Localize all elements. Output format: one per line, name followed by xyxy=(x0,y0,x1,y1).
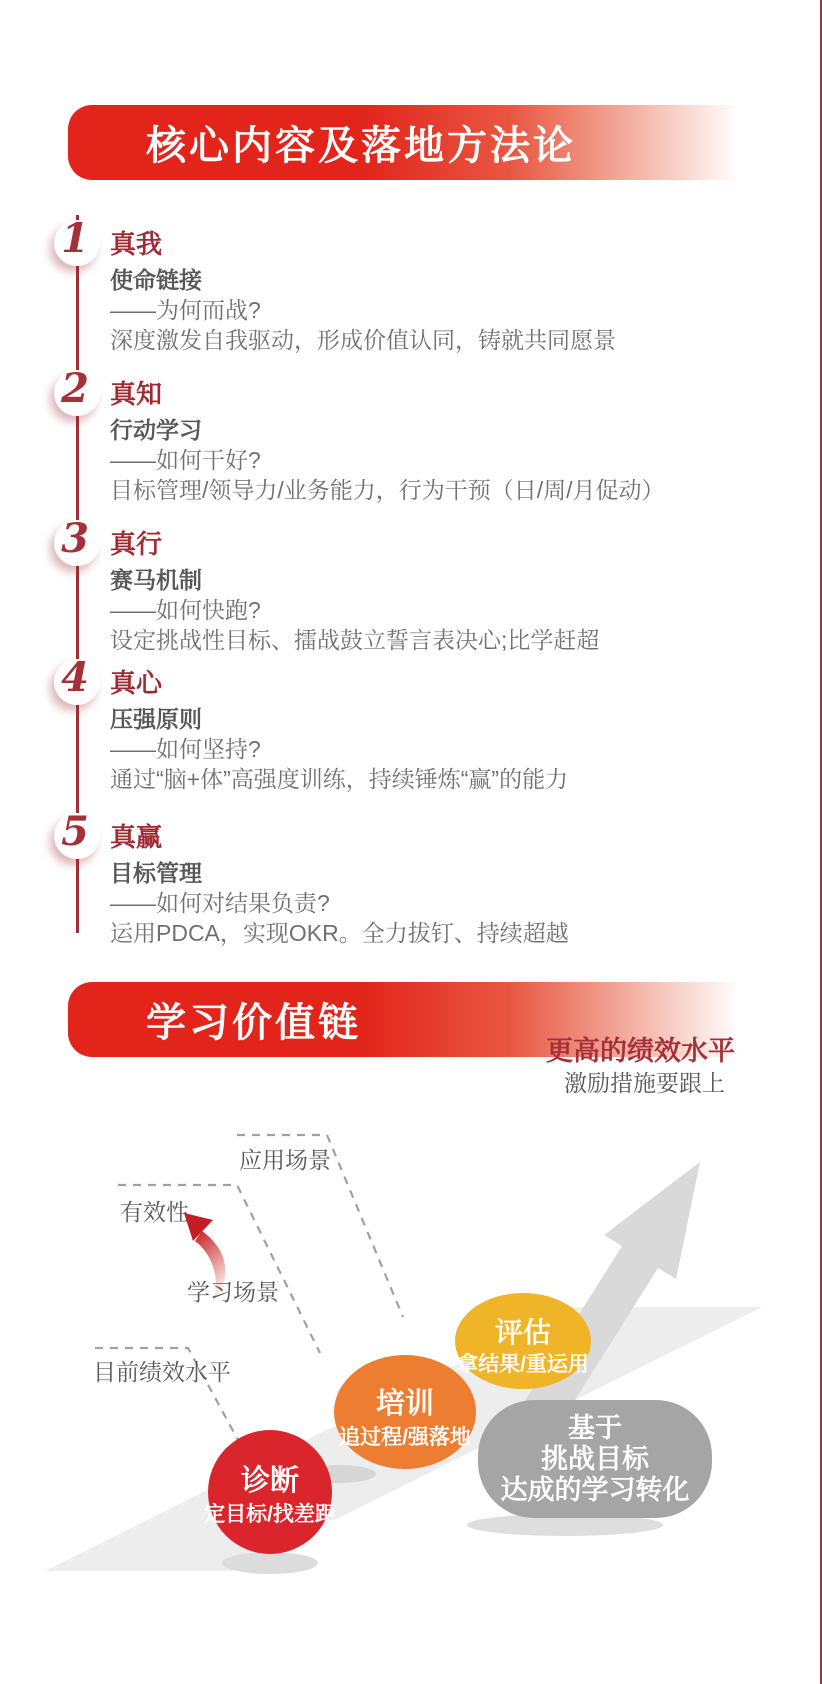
item-description: 深度激发自我驱动，形成价值认同，铸就共同愿景 xyxy=(110,327,616,353)
node-transfer-line3: 达成的学习转化 xyxy=(500,1475,690,1505)
item-subtitle: 赛马机制 xyxy=(110,567,202,593)
item-description: 通过“脑+体”高强度训练，持续锤炼“赢”的能力 xyxy=(110,766,569,792)
timeline-item-2 xyxy=(0,364,760,504)
item-subtitle: 使命链接 xyxy=(110,267,202,293)
timeline-number-badge xyxy=(54,807,100,859)
node-transfer-line1: 基于 xyxy=(568,1413,622,1443)
item-title: 真心 xyxy=(110,668,163,698)
node-assess xyxy=(455,1293,591,1389)
item-question: ——如何对结果负责? xyxy=(110,890,330,916)
incentive-label: 激励措施要跟上 xyxy=(564,1070,725,1096)
item-title: 真赢 xyxy=(110,822,163,852)
timeline-item-4 xyxy=(0,653,760,793)
item-subtitle: 行动学习 xyxy=(110,417,202,443)
item-question: ——如何快跑? xyxy=(110,597,261,623)
item-subtitle: 压强原则 xyxy=(110,706,202,732)
timeline-number: 5 xyxy=(61,807,89,855)
timeline-number-badge xyxy=(54,514,100,566)
item-question: ——为何而战? xyxy=(110,297,261,323)
item-subtitle: 目标管理 xyxy=(110,860,202,886)
effectiveness-label: 有效性 xyxy=(120,1199,189,1225)
application-scene-label: 应用场景 xyxy=(239,1147,331,1173)
item-question: ——如何坚持? xyxy=(110,736,261,762)
timeline-item-1 xyxy=(0,214,760,354)
node-transfer xyxy=(478,1400,712,1518)
node-train-title: 培训 xyxy=(375,1388,435,1420)
higher-performance-label: 更高的绩效水平 xyxy=(546,1036,735,1066)
node-assess-subtitle: 拿结果/重运用 xyxy=(457,1353,589,1376)
node-train xyxy=(334,1355,476,1469)
item-title: 真知 xyxy=(110,379,163,409)
section1-title: 核心内容及落地方法论 xyxy=(146,124,576,168)
timeline-item-5 xyxy=(0,807,760,947)
node-train-subtitle: 追过程/强落地 xyxy=(339,1426,471,1449)
node-assess-title: 评估 xyxy=(494,1317,552,1348)
node-diagnose-subtitle: 定目标/找差距 xyxy=(204,1503,336,1526)
timeline-number-badge xyxy=(54,653,100,705)
timeline-number: 2 xyxy=(61,364,89,412)
timeline-number: 1 xyxy=(61,214,89,262)
node-diagnose-title: 诊断 xyxy=(240,1465,300,1497)
item-question: ——如何干好? xyxy=(110,447,261,473)
section2-title: 学习价值链 xyxy=(146,1001,361,1045)
item-description: 设定挑战性目标、擂战鼓立誓言表决心;比学赶超 xyxy=(110,627,600,653)
item-title: 真行 xyxy=(110,529,163,559)
timeline-number: 4 xyxy=(61,653,89,701)
section1-banner xyxy=(68,105,760,180)
diagnose-shadow xyxy=(222,1552,318,1574)
learning-scene-label: 学习场景 xyxy=(187,1279,279,1305)
timeline-number-badge xyxy=(54,214,100,266)
timeline-item-3 xyxy=(0,514,760,654)
item-description: 运用PDCA，实现OKR。全力拔钉、持续超越 xyxy=(110,920,569,946)
timeline-number: 3 xyxy=(61,514,89,562)
current-performance-label: 目前绩效水平 xyxy=(93,1359,231,1385)
learning-value-chain-diagram xyxy=(0,1020,822,1620)
item-description: 目标管理/领导力/业务能力，行为干预（日/周/月促动） xyxy=(110,477,665,503)
item-title: 真我 xyxy=(110,229,163,259)
node-transfer-line2: 挑战目标 xyxy=(541,1444,649,1474)
timeline-number-badge xyxy=(54,364,100,416)
